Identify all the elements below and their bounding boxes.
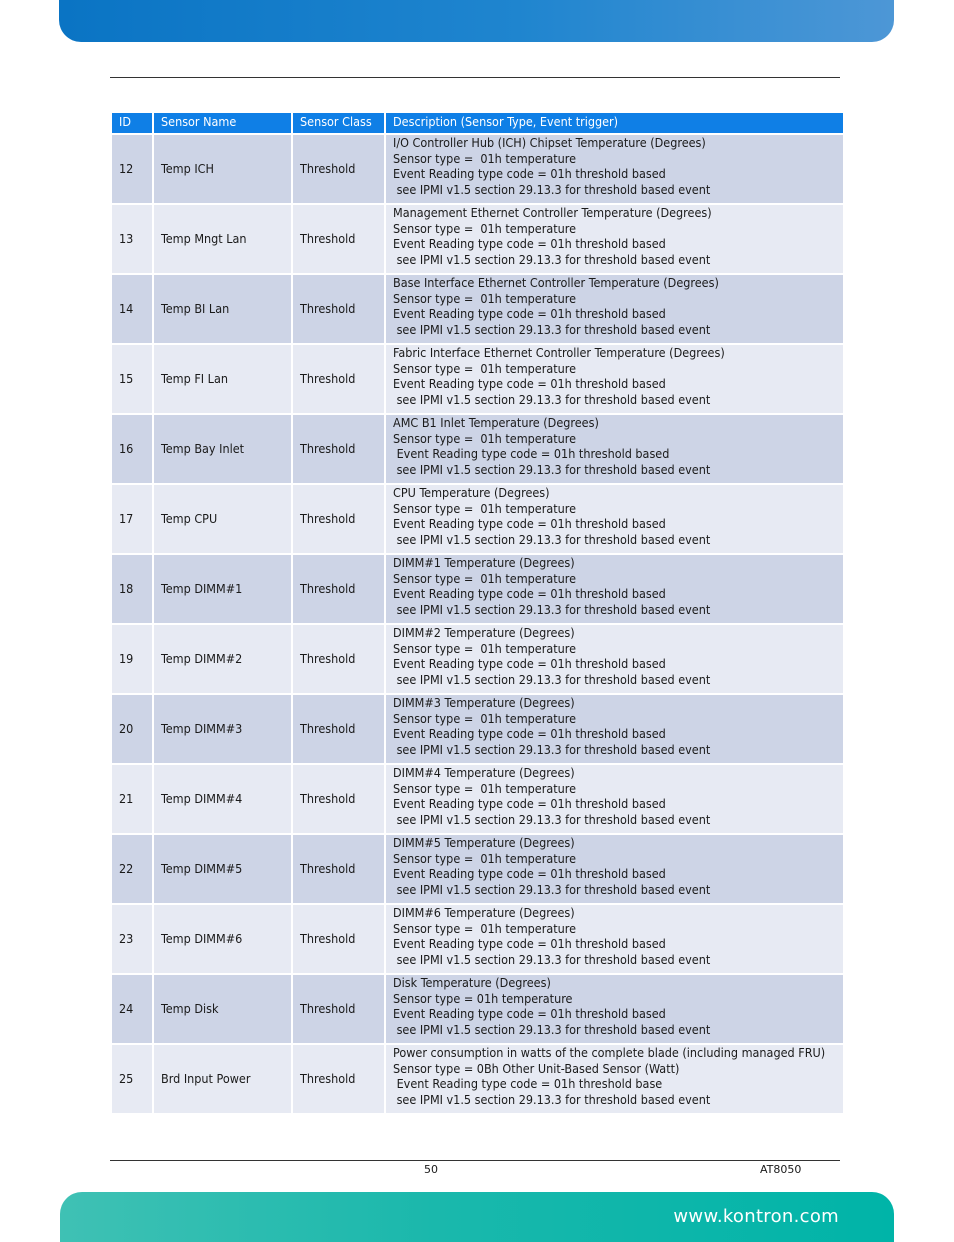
description-line: I/O Controller Hub (ICH) Chipset Temperature (Degrees)	[393, 135, 706, 150]
sensor-table	[112, 113, 843, 1115]
sensor-description-cell	[386, 345, 843, 415]
table-row	[112, 975, 843, 1045]
sensor-class-cell: Threshold	[293, 275, 386, 345]
description-line: see IPMI v1.5 section 29.13.3 for threshold based event	[393, 1092, 711, 1108]
description-line: Event Reading type code = 01h threshold based	[393, 516, 666, 532]
description-line: Sensor type = 01h temperature	[393, 500, 577, 516]
sensor-description-cell	[386, 205, 843, 275]
sensor-description-cell	[386, 765, 843, 835]
website-link[interactable]: www.kontron.com	[673, 1206, 839, 1227]
description-line: Sensor type = 01h temperature	[393, 360, 577, 376]
description-line: DIMM#3 Temperature (Degrees)	[393, 695, 575, 710]
sensor-description-cell	[386, 415, 843, 485]
description-line: Event Reading type code = 01h threshold based	[393, 936, 666, 952]
description-line: Base Interface Ethernet Controller Temperature (Degrees)	[393, 275, 719, 290]
sensor-description-cell	[386, 905, 843, 975]
description-line: see IPMI v1.5 section 29.13.3 for threshold based event	[393, 532, 711, 548]
sensor-name-cell: Temp DIMM#6	[154, 905, 293, 975]
description-line: Event Reading type code = 01h threshold based	[393, 586, 666, 602]
description-line: see IPMI v1.5 section 29.13.3 for threshold based event	[393, 952, 711, 968]
description-line: Event Reading type code = 01h threshold based	[393, 236, 666, 252]
header-band	[59, 0, 894, 42]
description-line: Event Reading type code = 01h threshold based	[393, 796, 666, 812]
sensor-id-cell: 21	[112, 765, 154, 835]
description-line: Event Reading type code = 01h threshold based	[393, 166, 666, 182]
description-line: see IPMI v1.5 section 29.13.3 for threshold based event	[393, 742, 711, 758]
sensor-name-cell: Temp DIMM#3	[154, 695, 293, 765]
sensor-class-cell: Threshold	[293, 555, 386, 625]
description-line: Sensor type = 0Bh Other Unit-Based Sensor (Watt)	[393, 1060, 680, 1076]
description-line: see IPMI v1.5 section 29.13.3 for threshold based event	[393, 252, 711, 268]
sensor-class-cell: Threshold	[293, 415, 386, 485]
sensor-class-cell: Threshold	[293, 1045, 386, 1115]
description-line: Sensor type = 01h temperature	[393, 290, 577, 306]
table-body	[112, 135, 843, 1115]
description-line: Power consumption in watts of the complete blade (including managed FRU)	[393, 1045, 826, 1060]
table-row	[112, 765, 843, 835]
table-row	[112, 415, 843, 485]
description-line: Fabric Interface Ethernet Controller Temperature (Degrees)	[393, 345, 725, 360]
footer-rule	[110, 1160, 840, 1161]
header-rule	[110, 77, 840, 78]
sensor-id-cell: 22	[112, 835, 154, 905]
description-line: Sensor type = 01h temperature	[393, 850, 577, 866]
table-row	[112, 485, 843, 555]
table-row	[112, 1045, 843, 1115]
sensor-name-cell: Temp Bay Inlet	[154, 415, 293, 485]
sensor-class-cell: Threshold	[293, 835, 386, 905]
description-line: see IPMI v1.5 section 29.13.3 for threshold based event	[393, 672, 711, 688]
table-row	[112, 135, 843, 205]
table-row	[112, 275, 843, 345]
description-line: Event Reading type code = 01h threshold based	[393, 726, 666, 742]
page-number: 50	[424, 1163, 438, 1176]
sensor-class-cell: Threshold	[293, 345, 386, 415]
description-line: Event Reading type code = 01h threshold based	[393, 306, 666, 322]
description-line: DIMM#6 Temperature (Degrees)	[393, 905, 575, 920]
table-header-row	[112, 113, 843, 135]
sensor-id-cell: 16	[112, 415, 154, 485]
description-line: DIMM#5 Temperature (Degrees)	[393, 835, 575, 850]
table-row	[112, 205, 843, 275]
table-row	[112, 555, 843, 625]
table-row	[112, 695, 843, 765]
sensor-name-cell: Temp FI Lan	[154, 345, 293, 415]
description-line: CPU Temperature (Degrees)	[393, 485, 550, 500]
description-line: Event Reading type code = 01h threshold based	[393, 656, 666, 672]
sensor-id-cell: 24	[112, 975, 154, 1045]
description-line: Sensor type = 01h temperature	[393, 150, 577, 166]
sensor-id-cell: 18	[112, 555, 154, 625]
sensor-name-cell: Temp Mngt Lan	[154, 205, 293, 275]
description-line: Event Reading type code = 01h threshold based	[393, 1006, 666, 1022]
sensor-class-cell: Threshold	[293, 485, 386, 555]
sensor-name-cell: Temp CPU	[154, 485, 293, 555]
sensor-name-cell: Temp DIMM#4	[154, 765, 293, 835]
description-line: DIMM#1 Temperature (Degrees)	[393, 555, 575, 570]
description-line: Sensor type = 01h temperature	[393, 990, 573, 1006]
description-line: Sensor type = 01h temperature	[393, 570, 577, 586]
sensor-id-cell: 19	[112, 625, 154, 695]
sensor-class-cell: Threshold	[293, 905, 386, 975]
description-line: see IPMI v1.5 section 29.13.3 for threshold based event	[393, 812, 711, 828]
description-line: Management Ethernet Controller Temperature (Degrees)	[393, 205, 712, 220]
sensor-description-cell	[386, 695, 843, 765]
sensor-name-cell: Temp BI Lan	[154, 275, 293, 345]
sensor-description-cell	[386, 625, 843, 695]
description-line: Sensor type = 01h temperature	[393, 430, 577, 446]
sensor-class-cell: Threshold	[293, 625, 386, 695]
description-line: Sensor type = 01h temperature	[393, 220, 577, 236]
document-id: AT8050	[760, 1163, 802, 1176]
column-header-id: ID	[112, 113, 154, 135]
description-line: see IPMI v1.5 section 29.13.3 for threshold based event	[393, 392, 711, 408]
sensor-id-cell: 12	[112, 135, 154, 205]
description-line: see IPMI v1.5 section 29.13.3 for threshold based event	[393, 882, 711, 898]
sensor-description-cell	[386, 135, 843, 205]
table-row	[112, 625, 843, 695]
sensor-description-cell	[386, 835, 843, 905]
sensor-name-cell: Temp Disk	[154, 975, 293, 1045]
table-row	[112, 835, 843, 905]
description-line: see IPMI v1.5 section 29.13.3 for threshold based event	[393, 182, 711, 198]
sensor-id-cell: 14	[112, 275, 154, 345]
sensor-class-cell: Threshold	[293, 765, 386, 835]
sensor-description-cell	[386, 555, 843, 625]
sensor-name-cell: Brd Input Power	[154, 1045, 293, 1115]
description-line: DIMM#2 Temperature (Degrees)	[393, 625, 575, 640]
sensor-class-cell: Threshold	[293, 135, 386, 205]
column-header-sensor-class: Sensor Class	[293, 113, 386, 135]
sensor-id-cell: 20	[112, 695, 154, 765]
column-header-sensor-name: Sensor Name	[154, 113, 293, 135]
description-line: Event Reading type code = 01h threshold based	[393, 866, 666, 882]
description-line: Event Reading type code = 01h threshold based	[393, 376, 666, 392]
description-line: Disk Temperature (Degrees)	[393, 975, 551, 990]
sensor-id-cell: 15	[112, 345, 154, 415]
sensor-name-cell: Temp DIMM#2	[154, 625, 293, 695]
description-line: Sensor type = 01h temperature	[393, 780, 577, 796]
description-line: AMC B1 Inlet Temperature (Degrees)	[393, 415, 599, 430]
table-row	[112, 905, 843, 975]
description-line: Sensor type = 01h temperature	[393, 920, 577, 936]
description-line: Event Reading type code = 01h threshold based	[393, 446, 670, 462]
sensor-name-cell: Temp ICH	[154, 135, 293, 205]
sensor-class-cell: Threshold	[293, 975, 386, 1045]
column-header-description: Description (Sensor Type, Event trigger)	[386, 113, 843, 135]
sensor-id-cell: 23	[112, 905, 154, 975]
sensor-id-cell: 25	[112, 1045, 154, 1115]
sensor-name-cell: Temp DIMM#1	[154, 555, 293, 625]
description-line: DIMM#4 Temperature (Degrees)	[393, 765, 575, 780]
table-row	[112, 345, 843, 415]
sensor-description-cell	[386, 975, 843, 1045]
sensor-class-cell: Threshold	[293, 205, 386, 275]
description-line: Sensor type = 01h temperature	[393, 710, 577, 726]
sensor-description-cell	[386, 275, 843, 345]
sensor-id-cell: 13	[112, 205, 154, 275]
sensor-class-cell: Threshold	[293, 695, 386, 765]
sensor-description-cell	[386, 1045, 843, 1115]
sensor-description-cell	[386, 485, 843, 555]
description-line: see IPMI v1.5 section 29.13.3 for threshold based event	[393, 1022, 711, 1038]
sensor-id-cell: 17	[112, 485, 154, 555]
description-line: see IPMI v1.5 section 29.13.3 for threshold based event	[393, 322, 711, 338]
description-line: see IPMI v1.5 section 29.13.3 for threshold based event	[393, 462, 711, 478]
description-line: see IPMI v1.5 section 29.13.3 for threshold based event	[393, 602, 711, 618]
sensor-name-cell: Temp DIMM#5	[154, 835, 293, 905]
description-line: Event Reading type code = 01h threshold base	[393, 1076, 663, 1092]
description-line: Sensor type = 01h temperature	[393, 640, 577, 656]
